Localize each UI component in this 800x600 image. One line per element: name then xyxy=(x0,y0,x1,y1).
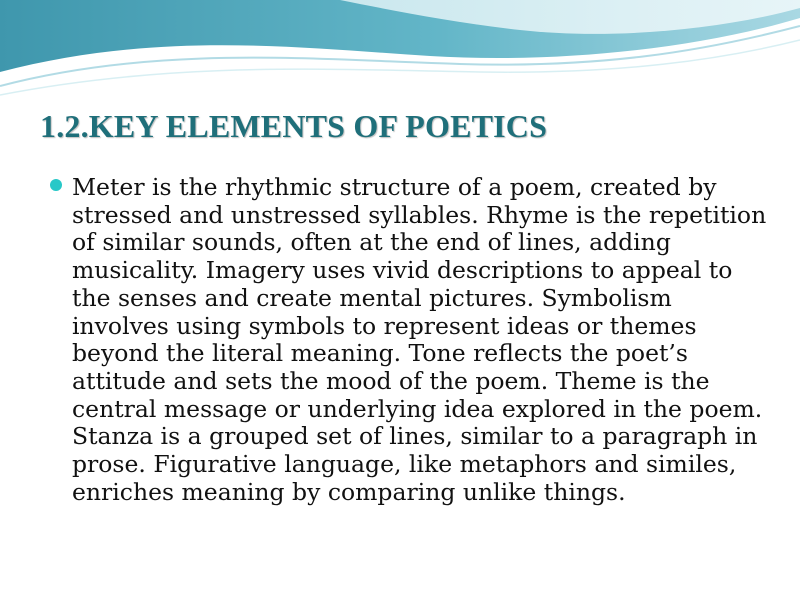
bullet-list xyxy=(48,174,768,506)
slide-title: 1.2.KEY ELEMENTS OF POETICS xyxy=(40,108,548,144)
bullet-item xyxy=(48,174,768,506)
header-wave-decoration xyxy=(0,0,800,100)
bullet-text: Meter is the rhythmic structure of a poem, created by stressed and unstressed syllables. Rhyme is the repetition of similar sounds, often at the end of lines, adding musicality. Imagery uses vivid descriptions to appeal to the senses and create mental pictures. Symbolism involves using symbols to represent ideas or themes beyond the literal meaning. Tone reflects the poet’s attitude and sets the mood of the poem. Theme is the central message or underlying idea explored in the poem. Stanza is a grouped set of lines, similar to a paragraph in prose. Figurative language, like metaphors and similes, enriches meaning by comparing unlike things. xyxy=(72,173,767,506)
bullet-dot-icon xyxy=(50,179,62,191)
